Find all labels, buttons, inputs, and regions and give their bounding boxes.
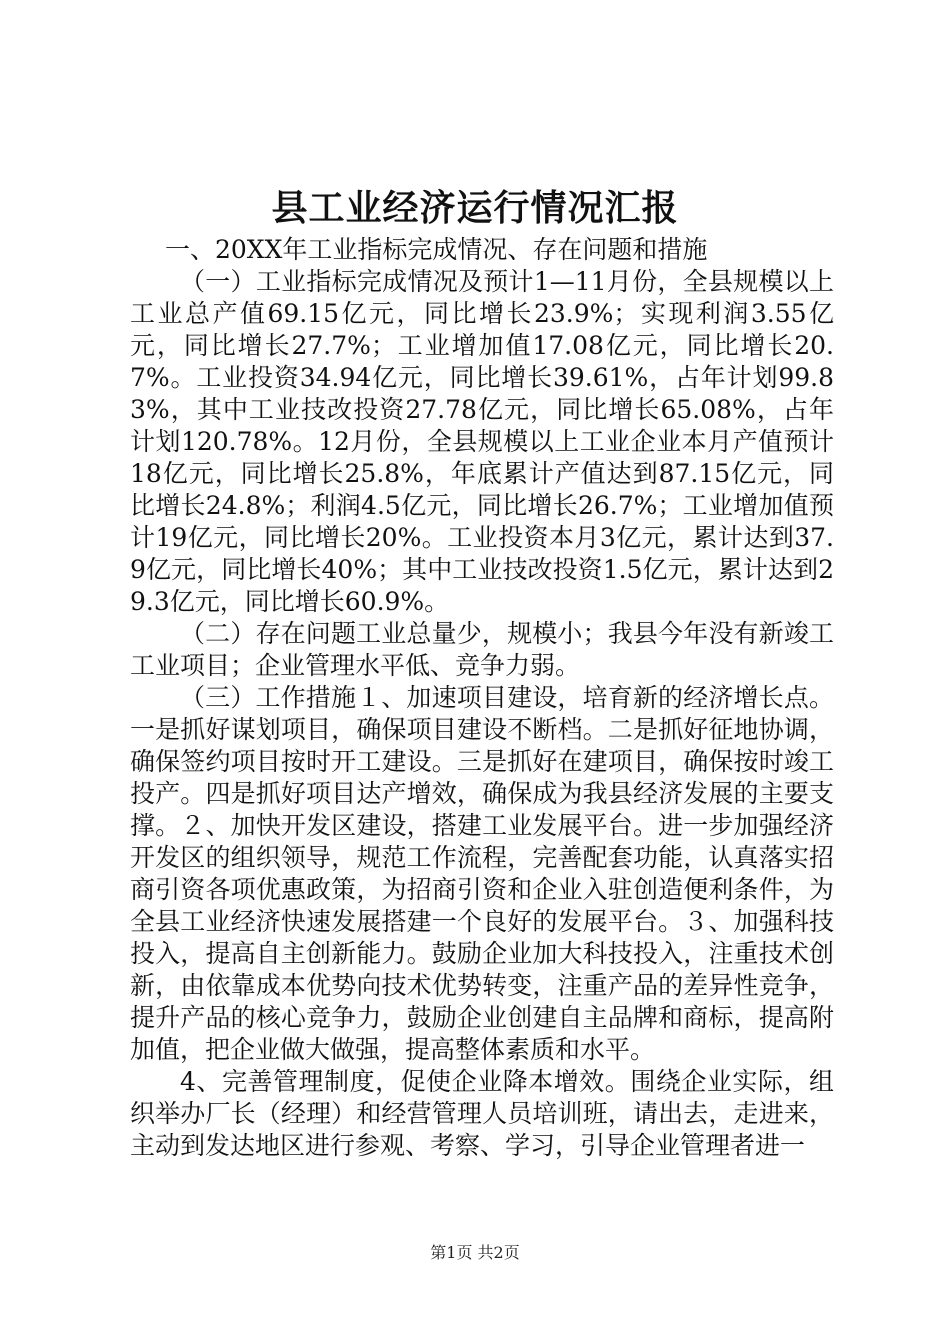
paragraph-management: 4、完善管理制度，促使企业降本增效。围绕企业实际，组织举办厂长（经理）和经营管理人员培训班，请出去，走进来，主动到发达地区进行参观、考察、学习，引导企业管理者进一 xyxy=(130,1067,834,1160)
document-body xyxy=(130,234,834,1162)
page-footer: 第1页 共2页 xyxy=(430,1243,520,1262)
paragraph-problems: （二）存在问题工业总量少，规模小；我县今年没有新竣工工业项目；企业管理水平低、竞争力弱。 xyxy=(130,619,834,680)
document-title: 县工业经济运行情况汇报 xyxy=(271,187,679,229)
paragraph-measures: （三）工作措施１、加速项目建设，培育新的经济增长点。一是抓好谋划项目，确保项目建设不断档。二是抓好征地协调，确保签约项目按时开工建设。三是抓好在建项目，确保按时竣工投产。四是抓好项目达产增效，确保成为我县经济发展的主要支撑。２、加快开发区建设，搭建工业发展平台。进一步加强经济开发区的组织领导，规范工作流程，完善配套功能，认真落实招商引资各项优惠政策，为招商引资和企业入驻创造便利条件，为全县工业经济快速发展搭建一个良好的发展平台。３、加强科技投入，提高自主创新能力。鼓励企业加大科技投入，注重技术创新，由依靠成本优势向技术优势转变，注重产品的差异性竞争，提升产品的核心竞争力，鼓励企业创建自主品牌和商标，提高附加值，把企业做大做强，提高整体素质和水平。 xyxy=(130,683,834,1064)
paragraph-indicators: （一）工业指标完成情况及预计1—11月份，全县规模以上工业总产值69.15亿元，同比增长23.9%；实现利润3.55亿元，同比增长27.7%；工业增加值17.08亿元，同比增长20.7%。工业投资34.94亿元，同比增长39.61%，占年计划99.83%，其中工业技改投资27.78亿元，同比增长65.08%，占年计划120.78%。12月份，全县规模以上工业企业本月产值预计18亿元，同比增长25.8%，年底累计产值达到87.15亿元，同比增长24.8%；利润4.5亿元，同比增长26.7%；工业增加值预计19亿元，同比增长20%。工业投资本月3亿元，累计达到37.9亿元，同比增长40%；其中工业技改投资1.5亿元，累计达到29.3亿元，同比增长60.9%。 xyxy=(130,267,834,616)
section-heading: 一、20XX年工业指标完成情况、存在问题和措施 xyxy=(165,235,708,264)
